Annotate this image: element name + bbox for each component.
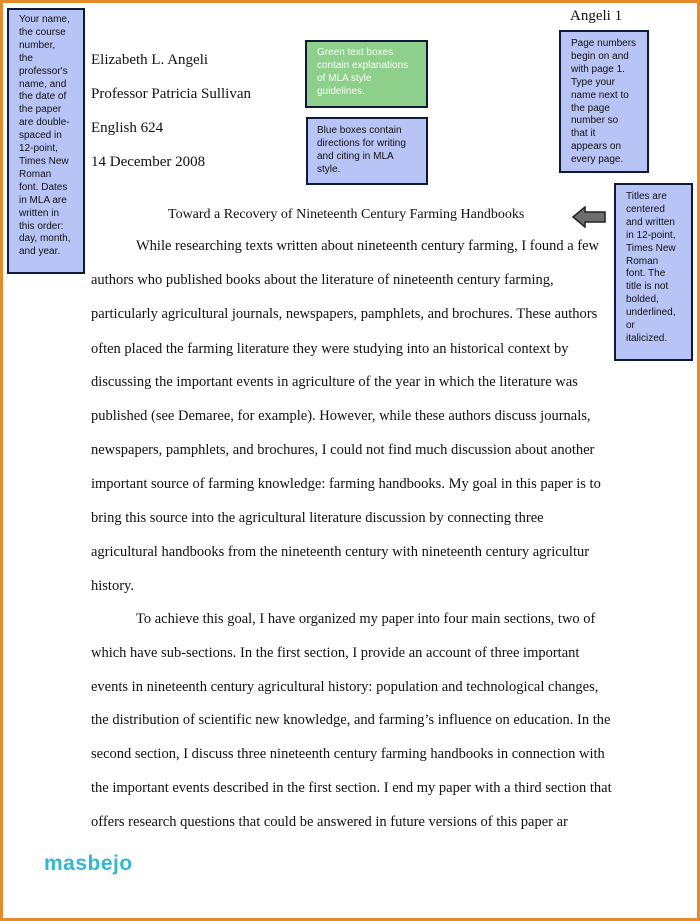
note-line: the paper: [19, 104, 62, 116]
note-line: Roman: [19, 168, 52, 180]
note-line: Times New: [19, 155, 69, 167]
page-number: Angeli 1: [570, 8, 623, 24]
body-line: the important events described in the first section. I end my paper with a third section that: [91, 780, 612, 796]
note-line: of MLA style: [317, 72, 372, 84]
body-line: events in nineteenth century agricultural history: population and technological changes,: [91, 679, 599, 695]
note-line: Your name,: [19, 14, 70, 25]
paper-title: Toward a Recovery of Nineteenth Century Farming Handbooks: [168, 207, 525, 222]
course-number: English 624: [91, 120, 164, 136]
note-line: name, and: [19, 78, 67, 90]
note-line: Times New: [626, 242, 676, 254]
note-line: are double-: [19, 117, 70, 129]
name-note-box: [7, 8, 85, 274]
body-line: second section, I discuss three nineteenth century farming handbooks in connection with: [91, 746, 605, 762]
note-line: underlined,: [626, 307, 676, 319]
note-line: 12-point,: [19, 143, 58, 155]
note-line: this order:: [19, 220, 64, 232]
body-line: To achieve this goal, I have organized my paper into four main sections, two of: [136, 611, 596, 627]
note-line: in 12-point,: [626, 229, 676, 241]
note-line: in MLA are: [19, 194, 67, 206]
body-line: history.: [91, 578, 134, 594]
note-line: bolded,: [626, 294, 659, 306]
note-line: the: [19, 52, 33, 64]
note-line: the date of: [19, 91, 67, 103]
note-line: guidelines.: [317, 85, 365, 97]
body-line: often placed the farming literature they were studying into an historical context by: [91, 341, 569, 357]
title-note-box: [614, 183, 693, 361]
body-line: While researching texts written about nineteenth century farming, I found a few: [136, 238, 600, 254]
note-line: Type your: [571, 76, 615, 88]
note-line: Roman: [626, 255, 659, 267]
note-line: directions for writing: [317, 137, 406, 149]
body-line: discussing the important events in agriculture of the year in which the literature was: [91, 374, 578, 390]
note-line: style.: [317, 163, 341, 175]
note-line: appears on: [571, 141, 622, 153]
professor-name: Professor Patricia Sullivan: [91, 86, 251, 102]
body-line: offers research questions that could be answered in future versions of this paper ar: [91, 814, 568, 830]
note-line: and year.: [19, 246, 61, 258]
note-line: font. Dates: [19, 181, 68, 193]
body-line: which have sub-sections. In the first section, I provide an account of three important: [91, 645, 580, 661]
note-line: centered: [626, 203, 665, 215]
note-line: font. The: [626, 268, 666, 280]
note-line: Green text boxes: [317, 47, 394, 58]
note-line: number so: [571, 115, 619, 127]
blue-note-box: [306, 117, 428, 185]
body-line: bring this source into the agricultural literature discussion by connecting three: [91, 510, 544, 526]
note-line: contain explanations: [317, 59, 409, 71]
note-line: the course: [19, 26, 66, 38]
note-line: spaced in: [19, 130, 62, 142]
note-line: Blue boxes contain: [317, 125, 402, 136]
author-name: Elizabeth L. Angeli: [91, 52, 209, 68]
body-line: the distribution of scientific new knowledge, and farming’s influence on education. In the: [91, 712, 611, 728]
body-line: authors who published books about the literature of nineteenth century farming,: [91, 272, 554, 288]
note-line: the page: [571, 102, 610, 114]
note-line: written in: [19, 207, 60, 219]
note-line: title is not: [626, 281, 669, 293]
paper-date: 14 December 2008: [91, 154, 206, 170]
note-line: and citing in MLA: [317, 150, 394, 162]
body-line: particularly agricultural journals, newspapers, pamphlets, and brochures. These authors: [91, 306, 598, 322]
note-line: every page.: [571, 154, 624, 166]
body-line: important source of farming knowledge: farming handbooks. My goal in this paper is to: [91, 476, 601, 492]
note-line: that it: [571, 128, 596, 140]
note-line: professor's: [19, 65, 68, 77]
note-line: number,: [19, 39, 56, 51]
note-line: Page numbers: [571, 38, 637, 49]
note-line: with page 1.: [571, 63, 625, 75]
body-line: published (see Demaree, for example). However, while these authors discuss journals,: [91, 408, 591, 424]
body-line: newspapers, pamphlets, and brochures, I could not find much discussion about another: [91, 442, 595, 458]
note-line: or: [626, 320, 635, 332]
note-line: Titles are: [626, 191, 667, 202]
left-arrow-icon: [572, 206, 606, 228]
note-line: begin on and: [571, 50, 629, 62]
body-line: agricultural handbooks from the nineteenth century with nineteenth century agricultur: [91, 544, 590, 560]
note-line: italicized.: [626, 332, 668, 344]
note-line: name next to: [571, 89, 629, 101]
page-number-note-box: [559, 30, 649, 173]
note-line: and written: [626, 216, 675, 228]
note-line: day, month,: [19, 233, 71, 245]
green-note-box: [305, 40, 428, 108]
watermark: masbejo: [44, 852, 133, 875]
